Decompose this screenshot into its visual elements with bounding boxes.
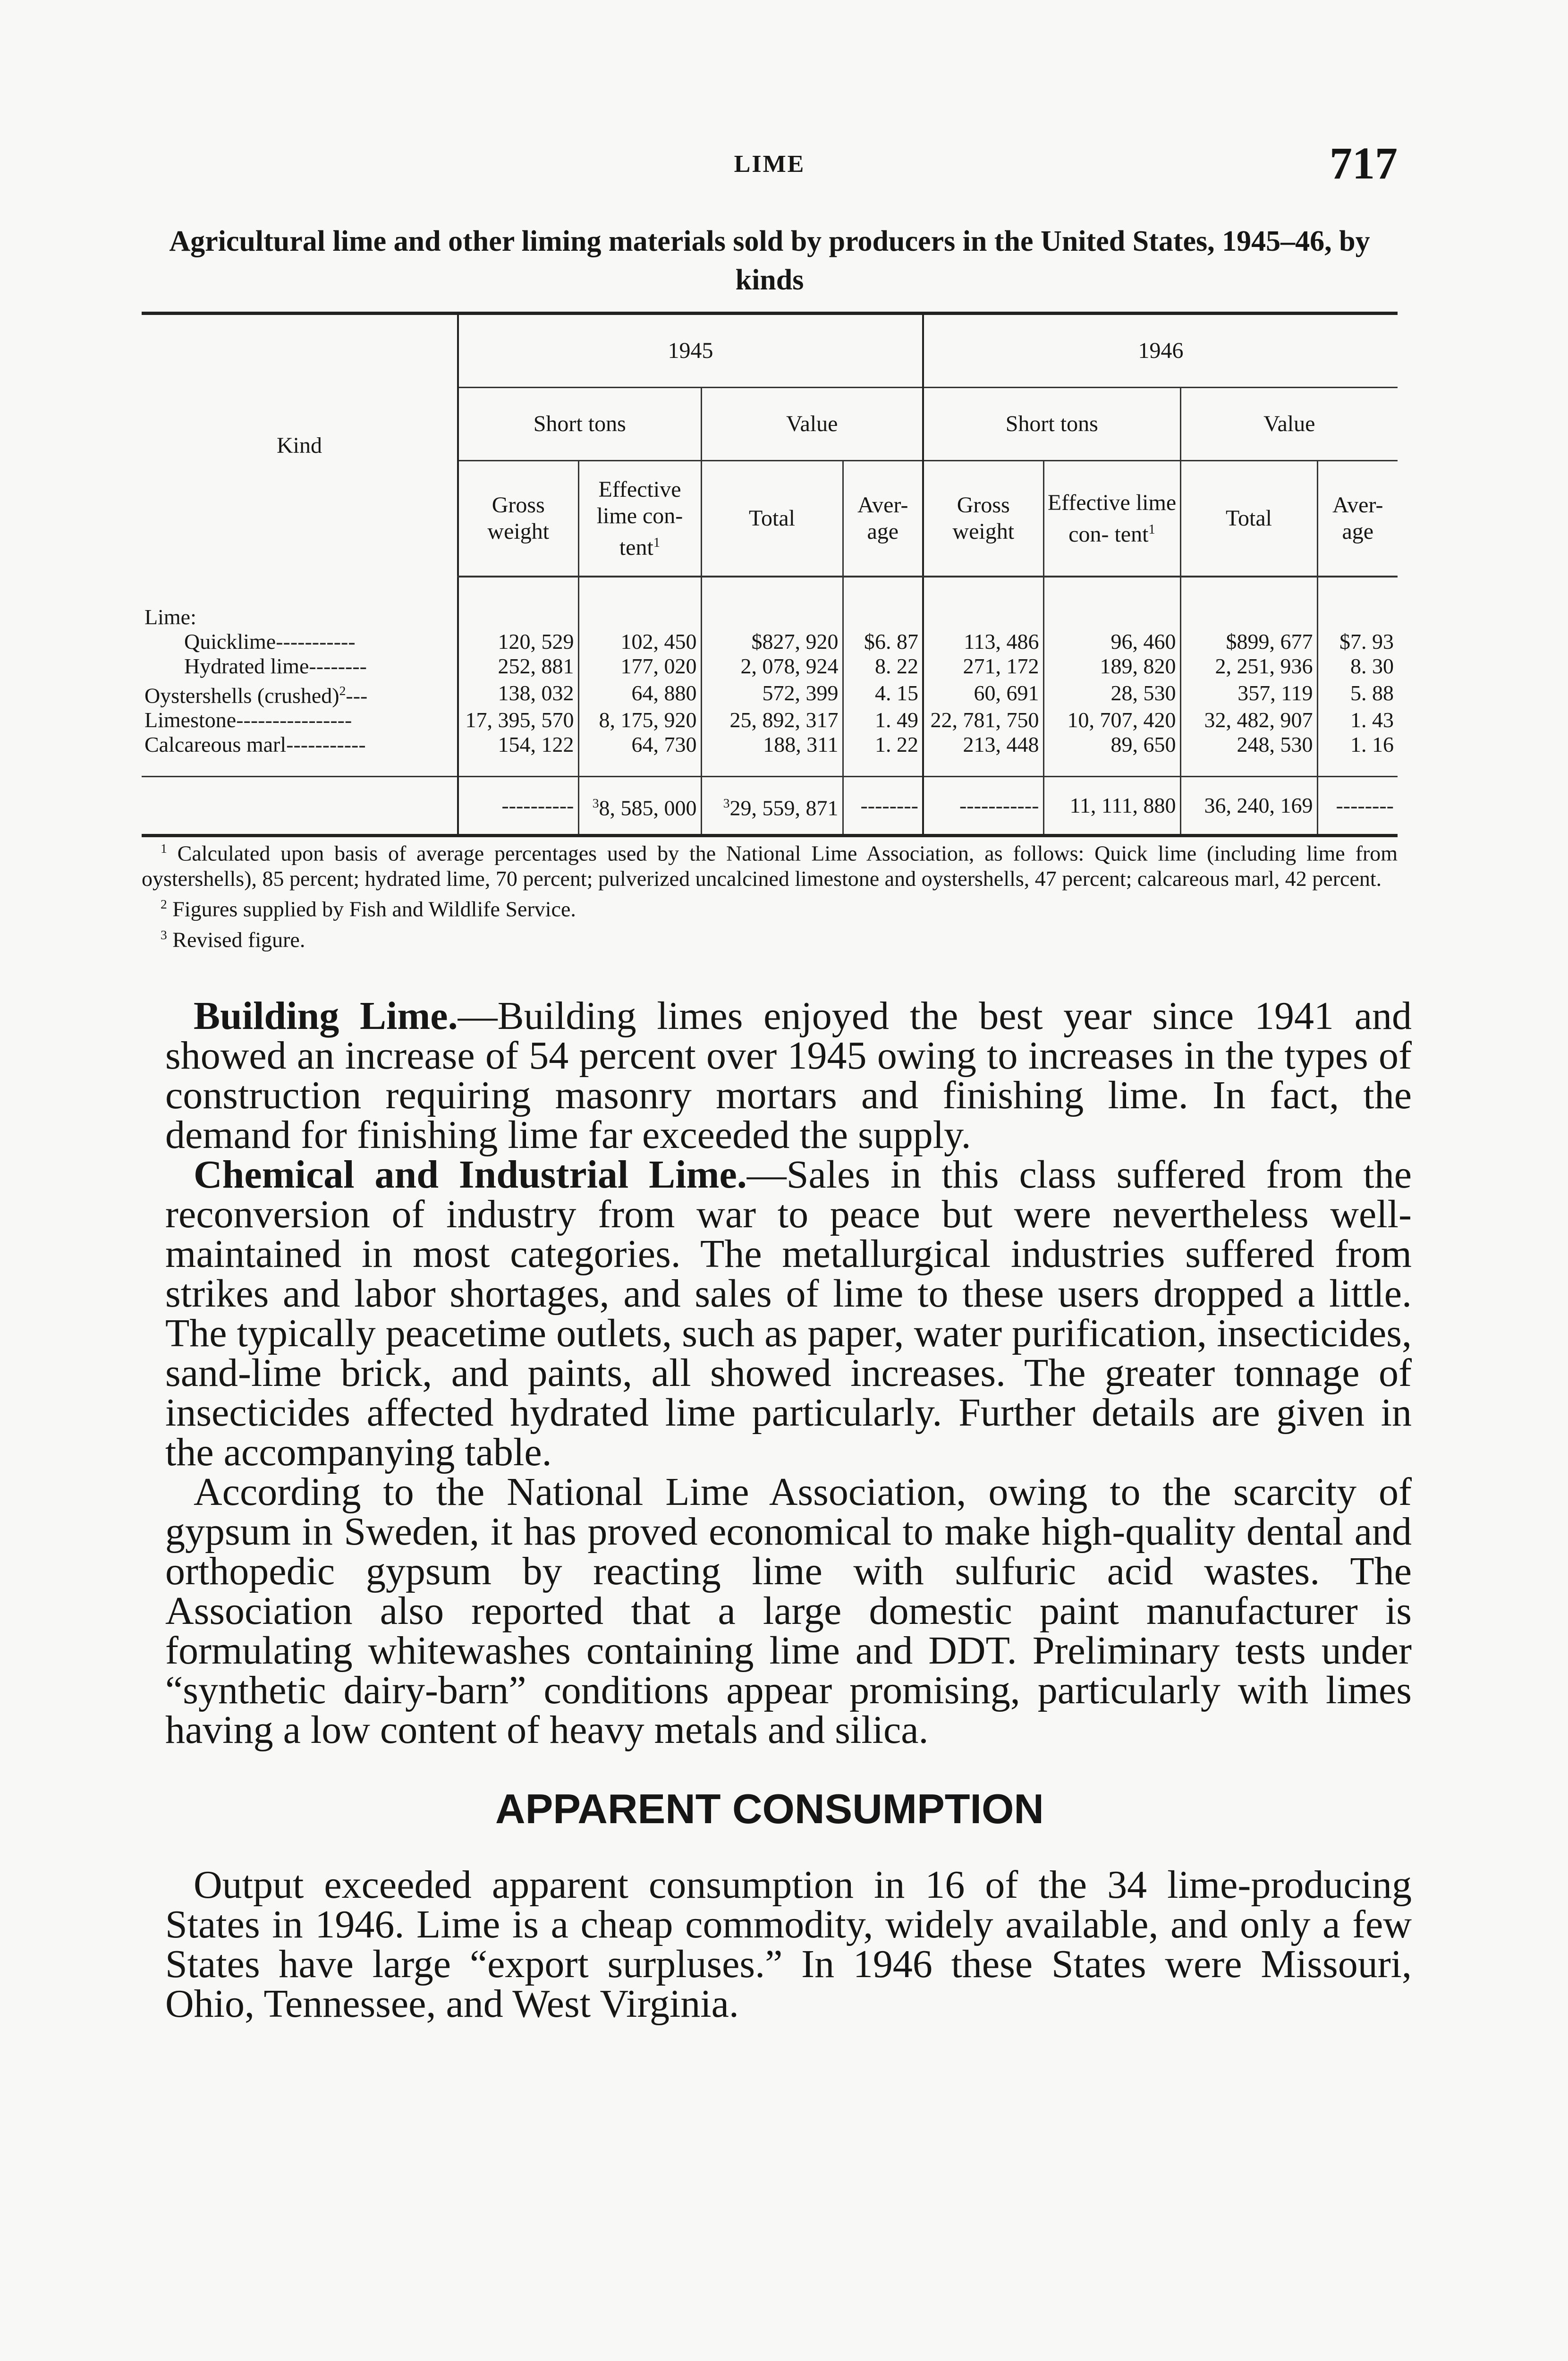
cell-total-1946: 248, 530 xyxy=(1180,732,1317,777)
footnote-3: Revised figure. xyxy=(172,927,305,951)
table-row xyxy=(142,577,1398,629)
cell-gross-1946: 113, 486 xyxy=(923,629,1043,654)
body-text xyxy=(165,996,1412,1750)
cell-effective-1946: 96, 460 xyxy=(1043,629,1180,654)
total-effective-1946: 11, 111, 880 xyxy=(1043,777,1180,836)
row-label: Oystershells (crushed) xyxy=(144,683,339,708)
total-value-1946: 36, 240, 169 xyxy=(1180,777,1317,836)
footnote-2: Figures supplied by Fish and Wildlife Service. xyxy=(172,897,576,921)
cell-total-1946: $899, 677 xyxy=(1180,629,1317,654)
cell-gross-1946: 22, 781, 750 xyxy=(923,708,1043,732)
header-gross-weight-1945: Gross weight xyxy=(458,461,578,577)
cell-total-1945: 2, 078, 924 xyxy=(701,654,843,679)
cell-average-1946: 5. 88 xyxy=(1317,679,1398,708)
cell-average-1945: 8. 22 xyxy=(843,654,923,679)
section-heading: APPARENT CONSUMPTION xyxy=(495,1785,1044,1832)
header-average-1946: Aver- age xyxy=(1317,461,1398,577)
cell-average-1945: 1. 49 xyxy=(843,708,923,732)
table-row: Limestone---------------- 17, 395, 570 8, 175, 920 25, 892, 317 1. 49 22, 781, 750 10, 707, 420 32, 482, 907 1. 43 xyxy=(142,708,1398,732)
cell-average-1946: 1. 16 xyxy=(1317,732,1398,777)
cell-average-1946: 1. 43 xyxy=(1317,708,1398,732)
header-value-1946: Value xyxy=(1180,388,1398,461)
cell-gross-1946: 213, 448 xyxy=(923,732,1043,777)
table-footnotes: $^1$ Calculated upon basis of average percentages used by the National Lime Association, as follows: Quick lime (including lime from oystershells), 85 percent; hydrated lime, 70 percent; pulverized uncalcined limestone and oystershells, 47 percent; calcareous marl, 42 percent. $^2$ Figures supplied by Fish and Wildlife Service. $^3$ Revised figure. xyxy=(142,841,1398,951)
cell-effective-1945: 64, 730 xyxy=(578,732,701,777)
cell-average-1945: $6. 87 xyxy=(843,629,923,654)
cell-average-1946: $7. 93 xyxy=(1317,629,1398,654)
cell-gross-1945: 17, 395, 570 xyxy=(458,708,578,732)
cell-total-1945: 572, 399 xyxy=(701,679,843,708)
table-row: Oystershells (crushed)$^2$--- 138, 032 64, 880 572, 399 4. 15 60, 691 28, 530 357, 119 5. 88 xyxy=(142,679,1398,708)
header-effective-lime-1945: Effective lime con- tent$^1$ xyxy=(578,461,701,577)
running-head xyxy=(142,137,1398,194)
cell-effective-1946: 189, 820 xyxy=(1043,654,1180,679)
cell-gross-1946: 60, 691 xyxy=(923,679,1043,708)
total-effective-1945: 8, 585, 000 xyxy=(599,796,697,820)
header-year-1946: 1946 xyxy=(923,314,1398,388)
row-label: Lime: xyxy=(144,605,196,629)
header-short-tons-1945: Short tons xyxy=(458,388,701,461)
cell-effective-1946: 89, 650 xyxy=(1043,732,1180,777)
building-lime-title: Building Lime. xyxy=(194,994,458,1038)
running-title: LIME xyxy=(734,151,805,178)
header-year-1945: 1945 xyxy=(458,314,923,388)
cell-average-1945: 1. 22 xyxy=(843,732,923,777)
cell-average-1945: 4. 15 xyxy=(843,679,923,708)
row-label: Limestone xyxy=(144,708,237,732)
cell-total-1946: 32, 482, 907 xyxy=(1180,708,1317,732)
table-total-row: ---------- $^3$8, 585, 000 $^3$29, 559, 871 -------- ----------- 11, 111, 880 36, 240, 169 -------- xyxy=(142,777,1398,836)
cell-effective-1945: 177, 020 xyxy=(578,654,701,679)
cell-total-1946: 2, 251, 936 xyxy=(1180,654,1317,679)
table-row: Hydrated lime-------- 252, 881 177, 020 2, 078, 924 8. 22 271, 172 189, 820 2, 251, 936 8. 30 xyxy=(142,654,1398,679)
row-label: Quicklime xyxy=(184,629,276,654)
header-gross-weight-1946: Gross weight xyxy=(923,461,1043,577)
header-average-1945: Aver- age xyxy=(843,461,923,577)
chemical-lime-text: —Sales in this class suffered from the reconversion of industry from war to peace but were nevertheless well-maintained in most categories. The metallurgical industries suffered from strikes and labor shortages, and sales of lime to these users dropped a little. The typically peacetime outlets, such as paper, water purification, insecticides, sand-lime brick, and paints, all showed increases. The greater tonnage of insecticides affected hydrated lime particularly. Further details are given in the accompanying table. xyxy=(165,1153,1412,1474)
chemical-lime-title: Chemical and Industrial Lime. xyxy=(194,1153,747,1197)
paragraph-consumption: Output exceeded apparent consumption in 16 of the 34 lime-producing States in 1946. Lime is a cheap commodity, widely available, and only a few States have large “export surpluses.” In 1946 these States were Missouri, Ohio, Tennessee, and West Virginia. xyxy=(165,1863,1412,2026)
cell-effective-1946: 28, 530 xyxy=(1043,679,1180,708)
cell-effective-1945: 8, 175, 920 xyxy=(578,708,701,732)
cell-total-1945: $827, 920 xyxy=(701,629,843,654)
header-total-1945: Total xyxy=(701,461,843,577)
header-total-1946: Total xyxy=(1180,461,1317,577)
paragraph-chemical-lime xyxy=(165,1155,1412,1472)
table-row: Calcareous marl----------- 154, 122 64, 730 188, 311 1. 22 213, 448 89, 650 248, 530 1. 16 xyxy=(142,732,1398,777)
header-effective-lime-label: Effective lime con- tent xyxy=(1047,490,1177,547)
cell-gross-1945: 154, 122 xyxy=(458,732,578,777)
header-kind: Kind xyxy=(142,314,458,577)
building-lime-text: —Building limes enjoyed the best year since 1941 and showed an increase of 54 percent over 1945 owing to increases in the types of construction requiring masonry mortars and finishing lime. In fact, the demand for finishing lime far exceeded the supply. xyxy=(165,994,1412,1157)
cell-effective-1945: 64, 880 xyxy=(578,679,701,708)
paragraph-building-lime xyxy=(165,996,1412,1155)
header-value-1945: Value xyxy=(701,388,923,461)
header-short-tons-1946: Short tons xyxy=(923,388,1180,461)
row-label: Calcareous marl xyxy=(144,732,287,757)
cell-effective-1946: 10, 707, 420 xyxy=(1043,708,1180,732)
paragraph-association: According to the National Lime Association, owing to the scarcity of gypsum in Sweden, it has proved economical to make high-quality dental and orthopedic gypsum by reacting lime with sulfuric acid wastes. The Association also reported that a large domestic paint manufacturer is formulating whitewashes containing lime and DDT. Preliminary tests under “synthetic dairy-barn” conditions appear promising, particularly with limes having a low content of heavy metals and silica. xyxy=(165,1470,1412,1752)
row-label: Hydrated lime xyxy=(184,654,309,678)
cell-total-1946: 357, 119 xyxy=(1180,679,1317,708)
lime-sales-table xyxy=(142,312,1398,837)
table-title: Agricultural lime and other liming materials sold by producers in the United States, 1945–46, by kinds xyxy=(169,225,1370,296)
header-effective-lime-1946: Effective lime con- tent$^1$ xyxy=(1043,461,1180,577)
cell-average-1946: 8. 30 xyxy=(1317,654,1398,679)
cell-gross-1946: 271, 172 xyxy=(923,654,1043,679)
footnote-1: Calculated upon basis of average percentages used by the National Lime Association, as follows: Quick lime (including lime from oystershells), 85 percent; hydrated lime, 70 percent; pulverized uncalcined limestone and oystershells, 47 percent; calcareous marl, 42 percent. xyxy=(142,841,1398,891)
cell-gross-1945: 252, 881 xyxy=(458,654,578,679)
table-row: Quicklime----------- 120, 529 102, 450 $827, 920 $6. 87 113, 486 96, 460 $899, 677 $7. 93 xyxy=(142,629,1398,654)
cell-gross-1945: 120, 529 xyxy=(458,629,578,654)
total-value-1945: 29, 559, 871 xyxy=(729,796,839,820)
cell-total-1945: 25, 892, 317 xyxy=(701,708,843,732)
consumption-text-block xyxy=(165,1865,1412,2024)
header-effective-lime-label: Effective lime con- tent xyxy=(596,476,683,560)
page-number: 717 xyxy=(1330,138,1398,188)
cell-effective-1945: 102, 450 xyxy=(578,629,701,654)
cell-total-1945: 188, 311 xyxy=(701,732,843,777)
cell-gross-1945: 138, 032 xyxy=(458,679,578,708)
